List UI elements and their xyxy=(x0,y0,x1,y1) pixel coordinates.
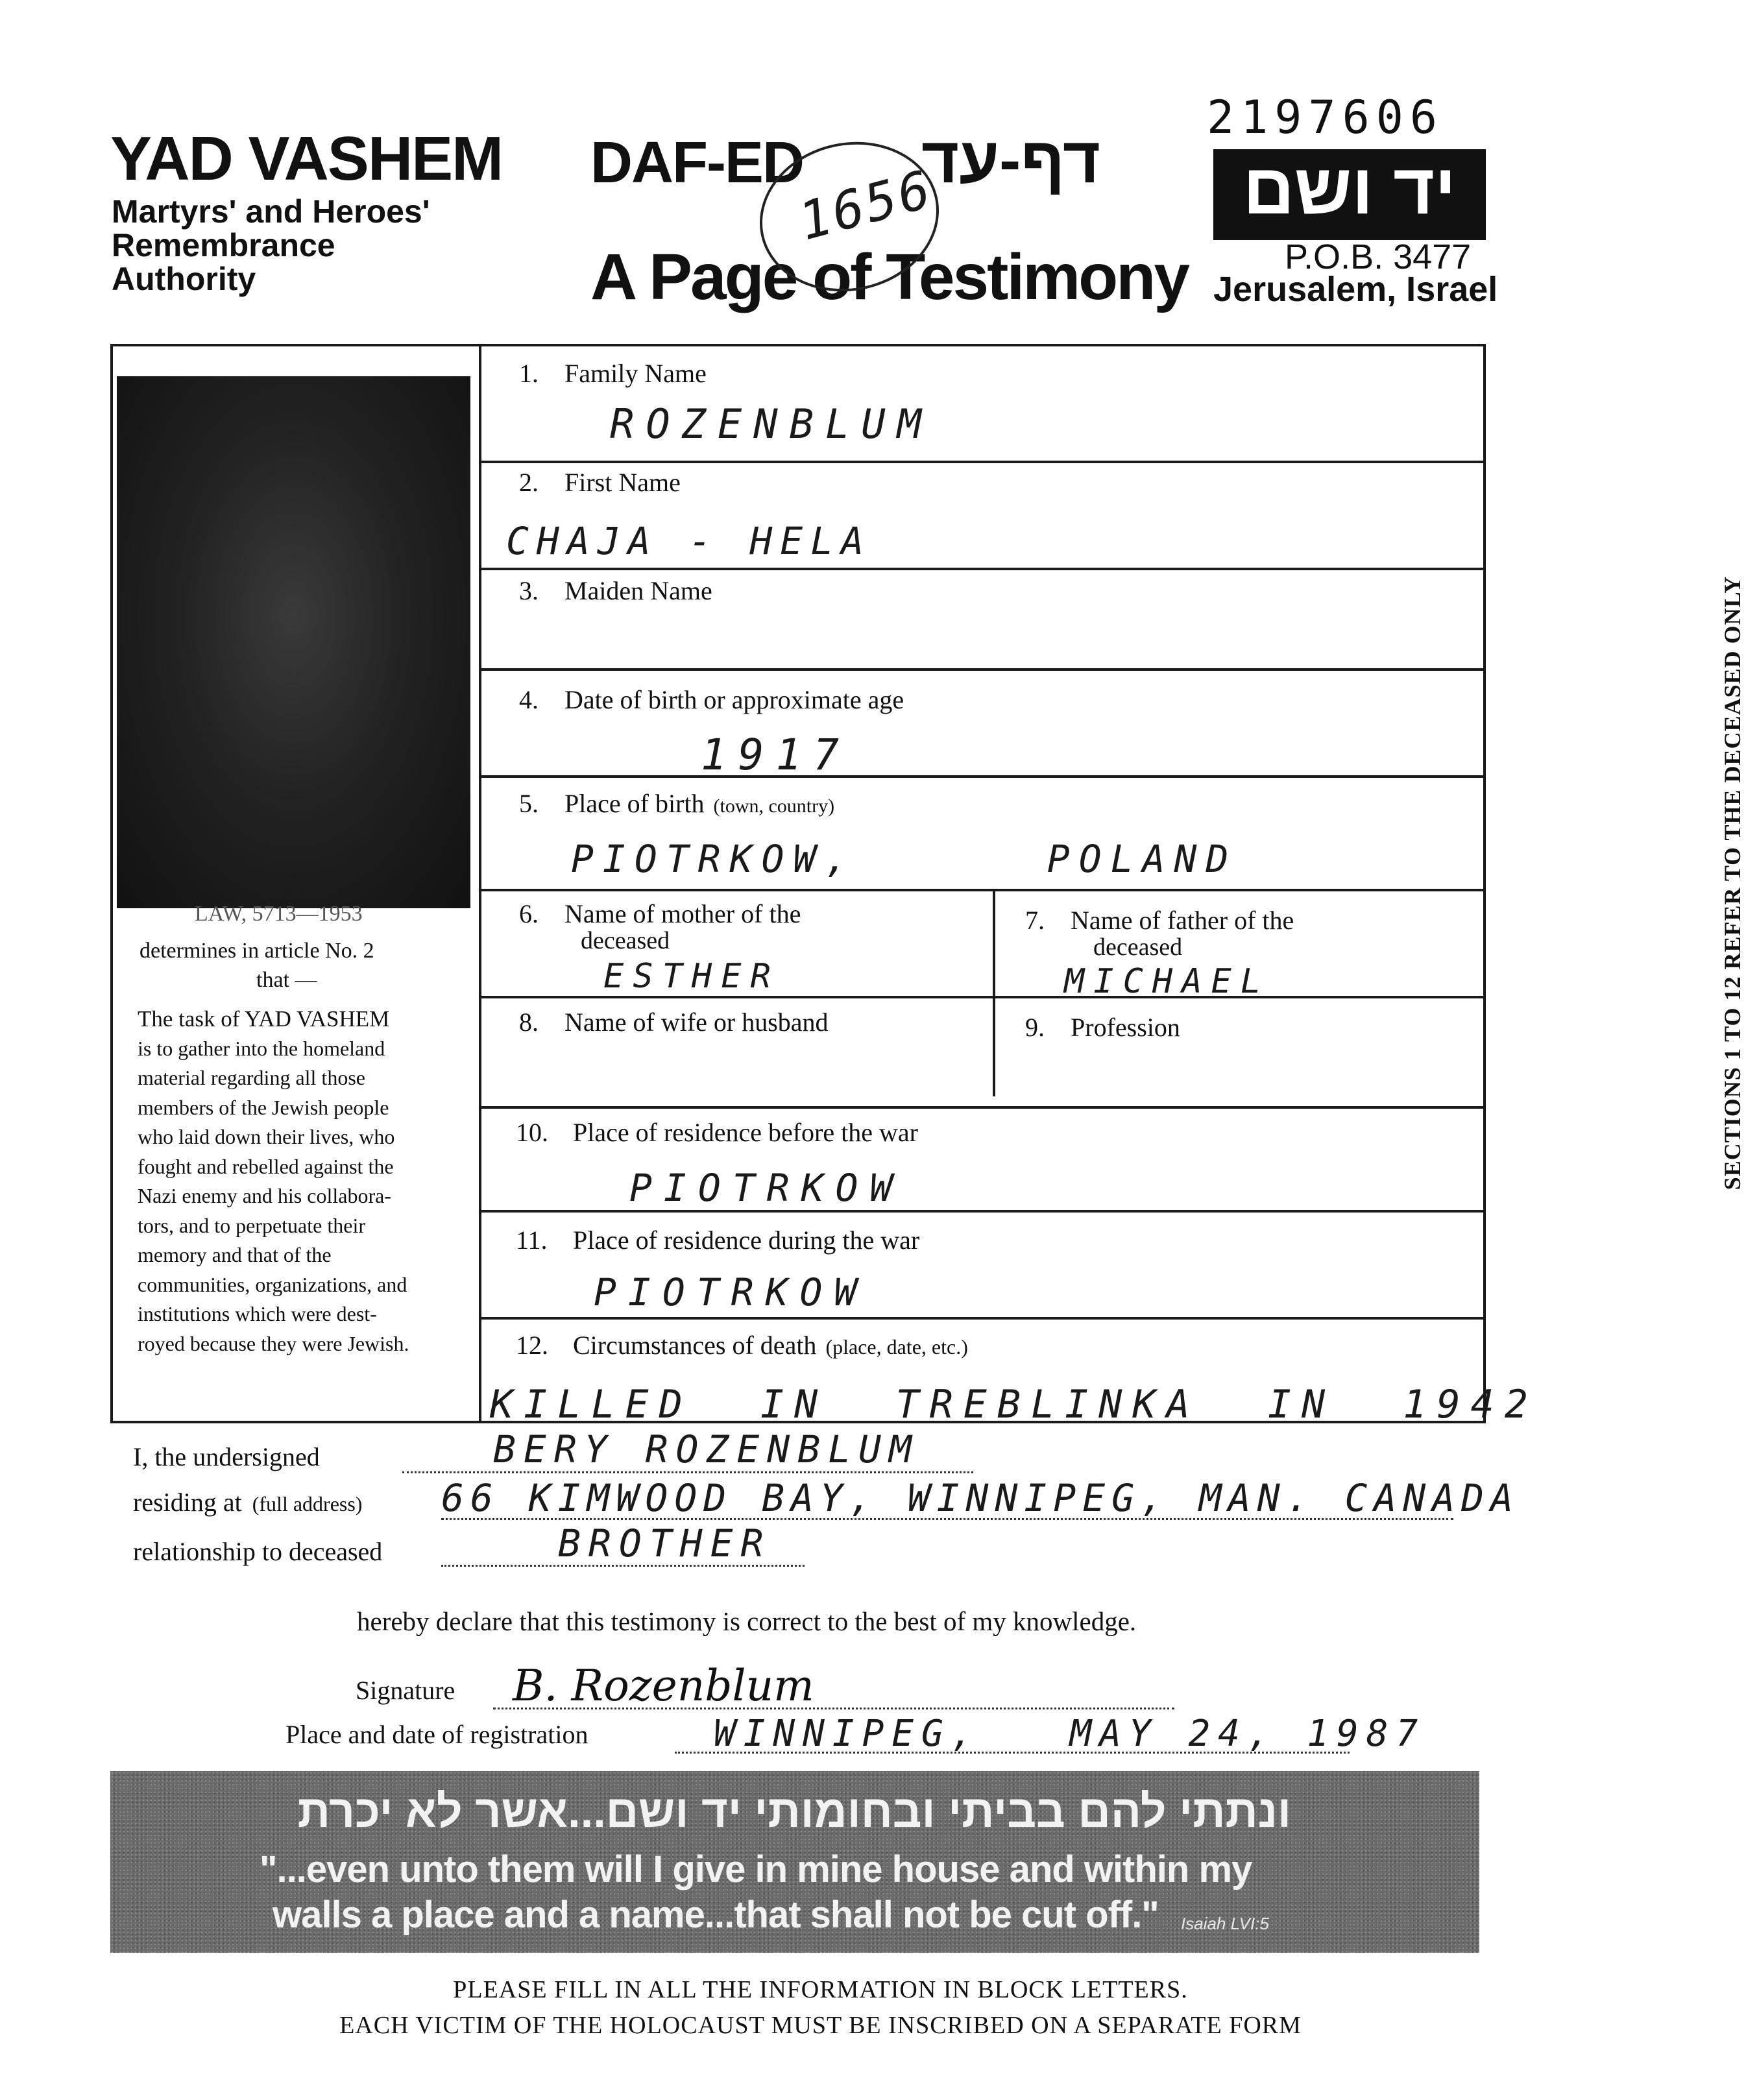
field-value: 1917 xyxy=(701,730,851,780)
field-circumstances-of-death[interactable] xyxy=(490,1330,1538,1427)
org-subtitle-line: Authority xyxy=(112,261,256,297)
field-number: 9. xyxy=(1025,1013,1045,1042)
field-value: PIOTRKOW, POLAND xyxy=(571,837,1238,881)
field-label: Profession xyxy=(1071,1013,1180,1042)
field-maiden-name[interactable] xyxy=(519,575,1460,666)
field-label: Name of father of the xyxy=(1071,906,1294,935)
mandate-line: Nazi enemy and his collabora- xyxy=(138,1184,391,1207)
field-number: 5. xyxy=(519,789,539,818)
undersigned-line xyxy=(402,1471,973,1473)
field-label: Date of birth or approximate age xyxy=(564,685,904,714)
field-residence-during-war[interactable] xyxy=(516,1225,1457,1316)
place-date-value[interactable]: WINNIPEG, MAY 24, 1987 xyxy=(714,1713,1426,1755)
field-label: Family Name xyxy=(564,359,707,388)
mandate-line: tors, and to perpetuate their xyxy=(138,1213,365,1237)
mandate-line: The task of YAD VASHEM xyxy=(138,1006,390,1032)
field-value: ROZENBLUM xyxy=(610,400,933,448)
that-text: that — xyxy=(256,968,317,992)
field-profession[interactable] xyxy=(1025,1012,1479,1096)
field-label: Name of mother of the xyxy=(564,899,801,928)
field-date-of-birth[interactable] xyxy=(519,684,1460,780)
field-number: 1. xyxy=(519,359,539,388)
row-separator xyxy=(480,996,1483,998)
declaration-text: hereby declare that this testimony is correct to the best of my knowledge. xyxy=(357,1606,1137,1636)
field-label: First Name xyxy=(564,468,681,497)
field-value: ESTHER xyxy=(603,957,780,996)
org-subtitle xyxy=(112,195,430,296)
doc-number: 2197606 xyxy=(1207,91,1444,144)
banner-line-2: walls a place and a name...that shall not be cut off." xyxy=(273,1894,1159,1936)
row-separator xyxy=(480,461,1483,463)
field-label: Maiden Name xyxy=(564,576,712,605)
footer-line-2: EACH VICTIM OF THE HOLOCAUST MUST BE INSCRIBED ON A SEPARATE FORM xyxy=(339,2012,1302,2039)
column-divider xyxy=(993,889,995,1096)
field-number: 4. xyxy=(519,685,539,714)
logo-hebrew: יד ושם xyxy=(1243,149,1457,229)
mandate-line: members of the Jewish people xyxy=(138,1095,389,1119)
address-label-text: residing at xyxy=(133,1488,242,1517)
mandate-line: institutions which were dest- xyxy=(138,1302,377,1325)
mandate-line: who laid down their lives, who xyxy=(138,1125,395,1148)
org-subtitle-line: Remembrance xyxy=(112,227,335,263)
field-father-name[interactable] xyxy=(1025,905,1479,1001)
footer-line-1: PLEASE FILL IN ALL THE INFORMATION IN BLOCK LETTERS. xyxy=(453,1976,1188,2003)
row-separator xyxy=(480,1106,1483,1109)
signature-label: Signature xyxy=(356,1676,455,1705)
mandate-line: is to gather into the homeland xyxy=(138,1036,385,1060)
field-label-line2: deceased xyxy=(581,927,670,954)
row-separator xyxy=(480,568,1483,570)
place-date-label: Place and date of registration xyxy=(285,1720,588,1749)
mandate-line: memory and that of the xyxy=(138,1243,332,1266)
mandate-text xyxy=(138,1004,455,1358)
field-value: KILLED IN TREBLINKA IN 1942 xyxy=(490,1382,1538,1427)
victim-photo xyxy=(117,376,470,908)
undersigned-label: I, the undersigned xyxy=(133,1442,320,1471)
field-number: 2. xyxy=(519,468,539,497)
mandate-line: fought and rebelled against the xyxy=(138,1154,394,1178)
field-value: MICHAEL xyxy=(1064,962,1270,1001)
field-label: Place of residence before the war xyxy=(573,1118,918,1147)
field-number: 8. xyxy=(519,1008,539,1037)
form-title-hebrew: דף-עד xyxy=(921,124,1101,197)
field-number: 12. xyxy=(516,1331,548,1360)
field-residence-before-war[interactable] xyxy=(516,1117,1457,1208)
signature-value[interactable]: B. Rozenblum xyxy=(513,1661,814,1711)
form-subtitle: A Page of Testimony xyxy=(590,241,1188,313)
banner-reference: Isaiah LVI:5 xyxy=(1181,1914,1269,1933)
circled-number: 1656 xyxy=(792,158,940,252)
frame-top xyxy=(110,344,1486,346)
field-label: Name of wife or husband xyxy=(564,1008,829,1037)
field-family-name[interactable] xyxy=(519,358,1460,455)
row-separator xyxy=(480,1210,1483,1213)
frame-left xyxy=(110,344,113,1421)
field-number: 11. xyxy=(516,1225,548,1255)
mandate-line: communities, organizations, and xyxy=(138,1272,407,1296)
row-separator xyxy=(480,889,1483,891)
relationship-label: relationship to deceased xyxy=(133,1537,383,1566)
field-place-of-birth[interactable] xyxy=(519,788,1460,886)
field-number: 3. xyxy=(519,576,539,605)
row-separator xyxy=(480,1317,1483,1320)
field-value: PIOTRKOW xyxy=(629,1166,904,1210)
field-value: PIOTRKOW xyxy=(594,1270,869,1314)
field-first-name[interactable] xyxy=(506,467,1460,564)
address-label xyxy=(133,1487,362,1517)
banner-hebrew: ונתתי להם בביתי ובחומותי יד ושם...אשר לא יכרת xyxy=(297,1786,1291,1837)
address-label-note: (full address) xyxy=(252,1492,363,1515)
address-value[interactable]: 66 KIMWOOD BAY, WINNIPEG, MAN. CANADA xyxy=(441,1476,1520,1520)
row-separator xyxy=(480,668,1483,671)
pob: P.O.B. 3477 xyxy=(1285,237,1472,276)
form-title-latin: DAF-ED xyxy=(590,130,803,195)
field-label-note: (place, date, etc.) xyxy=(825,1335,968,1358)
determines-text: determines in article No. 2 xyxy=(139,939,374,963)
row-separator xyxy=(480,775,1483,778)
field-number: 7. xyxy=(1025,906,1045,935)
field-number: 10. xyxy=(516,1118,548,1147)
field-label-line2: deceased xyxy=(1093,934,1183,961)
field-label: Circumstances of death xyxy=(573,1331,817,1360)
field-spouse-name[interactable] xyxy=(519,1007,986,1098)
city: Jerusalem, Israel xyxy=(1213,270,1498,309)
law-line: LAW, 5713—1953 xyxy=(195,902,363,926)
mandate-line: material regarding all those xyxy=(138,1066,365,1089)
field-value: CHAJA - HELA xyxy=(506,519,872,563)
relationship-value[interactable]: BROTHER xyxy=(558,1521,771,1565)
org-name: YAD VASHEM xyxy=(110,124,503,193)
banner-line-1: "...even unto them will I give in mine house and within my xyxy=(260,1848,1252,1890)
frame-right xyxy=(1483,344,1486,1421)
undersigned-value[interactable]: BERY ROZENBLUM xyxy=(493,1427,919,1471)
org-subtitle-line: Martyrs' and Heroes' xyxy=(112,193,430,230)
field-mother-name[interactable] xyxy=(519,899,986,996)
field-label: Place of birth xyxy=(564,789,705,818)
field-label-note: (town, country) xyxy=(713,795,835,817)
mandate-line: royed because they were Jewish. xyxy=(138,1331,409,1355)
field-number: 6. xyxy=(519,899,539,928)
sections-note: SECTIONS 1 TO 12 REFER TO THE DECEASED ONLY xyxy=(1719,575,1745,1190)
frame-divider xyxy=(479,344,481,1421)
field-label: Place of residence during the war xyxy=(573,1225,920,1255)
